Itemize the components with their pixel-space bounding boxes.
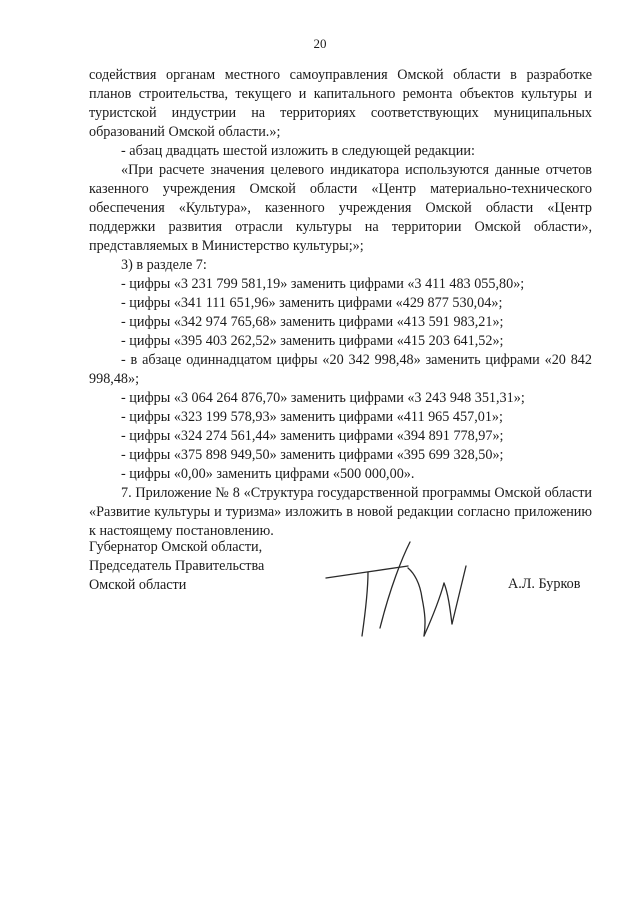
paragraph: - цифры «395 403 262,52» заменить цифрами «415 203 641,52»; [121, 333, 504, 349]
paragraph: - цифры «0,00» заменить цифрами «500 000,00». [121, 466, 415, 482]
document-body [89, 66, 592, 541]
paragraph: - цифры «3 064 264 876,70» заменить цифрами «3 243 948 351,31»; [121, 390, 525, 406]
paragraph: - в абзаце одиннадцатом цифры «20 342 998,48» заменить цифрами «20 842 998,48»; [89, 352, 592, 387]
paragraph: - цифры «323 199 578,93» заменить цифрами «411 965 457,01»; [121, 409, 503, 425]
paragraph: 7. Приложение № 8 «Структура государственной программы Омской области «Развитие культуры и туризма» изложить в новой редакции согласно приложению к настоящему постановлению. [89, 485, 592, 539]
signatory-position [89, 538, 319, 595]
handwritten-signature [322, 528, 492, 643]
paragraph: - цифры «375 898 949,50» заменить цифрами «395 699 328,50»; [121, 447, 504, 463]
paragraph: - цифры «341 111 651,96» заменить цифрами «429 877 530,04»; [121, 295, 503, 311]
paragraph: - цифры «3 231 799 581,19» заменить цифрами «3 411 483 055,80»; [121, 276, 525, 292]
paragraph: «При расчете значения целевого индикатора используются данные отчетов казенного учреждения Омской области «Центр материально-технического обеспечения «Культура», казенного учреждения Омской области «Центр поддержки развития отрасли культуры на территории Омской области», представляемых в Министерство культуры;»; [89, 162, 592, 254]
signatory-position-line: Губернатор Омской области, [89, 539, 263, 555]
page-number: 20 [313, 36, 327, 51]
signatory-position-line: Омской области [89, 577, 187, 593]
paragraph: содействия органам местного самоуправления Омской области в разработке планов строительства, текущего и капитального ремонта объектов культуры и туристской индустрии на территориях соответствующих муниципальных образований Омской области.»; [89, 67, 592, 140]
paragraph: - цифры «342 974 765,68» заменить цифрами «413 591 983,21»; [121, 314, 504, 330]
paragraph: 3) в разделе 7: [121, 257, 207, 273]
paragraph: - цифры «324 274 561,44» заменить цифрами «394 891 778,97»; [121, 428, 504, 444]
paragraph: - абзац двадцать шестой изложить в следующей редакции: [121, 143, 475, 159]
signatory-name: А.Л. Бурков [508, 576, 581, 592]
signatory-position-line: Председатель Правительства [89, 558, 265, 574]
